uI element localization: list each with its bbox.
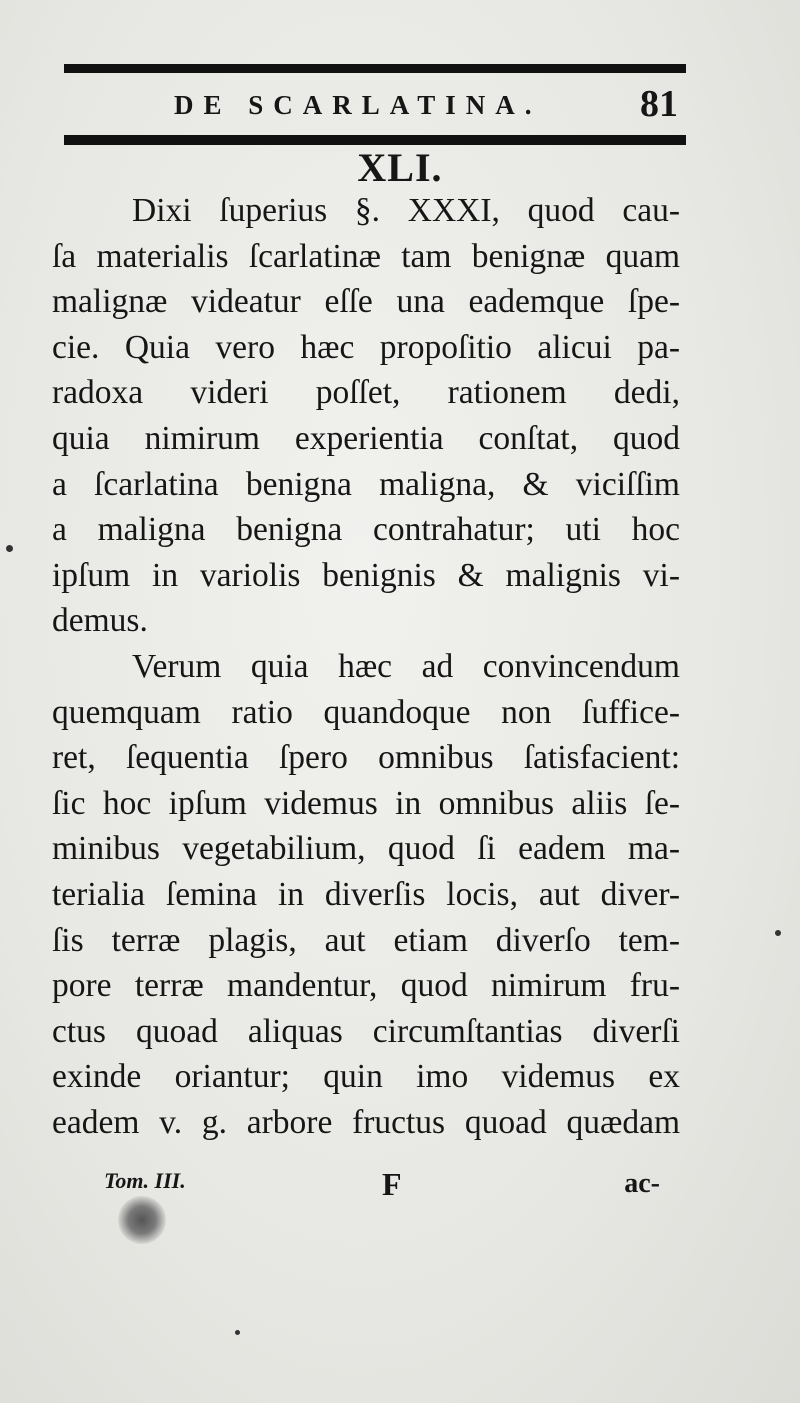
text-line: exinde oriantur; quin imo videmus ex [52,1058,680,1096]
text-line: terialia ſemina in diverſis locis, aut diver- [52,875,680,913]
body-text [52,188,680,1145]
signature-mark: F [382,1166,402,1202]
text-line: Dixi ſuperius §. XXXI, quod cau- [132,192,680,229]
text-line: ſic hoc ipſum videmus in omnibus aliis ſe- [52,784,680,822]
page-footer [64,1166,686,1206]
ink-speck [6,545,13,552]
text-line: ipſum in variolis benignis & malignis vi- [52,556,680,594]
page-header [64,82,686,130]
text-line: ſis terræ plagis, aut etiam diverſo tem- [52,921,680,959]
text-line: ctus quoad aliquas circumſtantias diverſi [52,1012,680,1050]
text-line: quemquam ratio quandoque non ſuffice- [52,693,680,731]
text-line: a maligna benigna contrahatur; uti hoc [52,511,680,549]
ink-speck [775,930,781,936]
ink-blot [118,1196,166,1244]
catchword: ac- [624,1168,660,1199]
section-heading: XLI. [357,145,443,190]
text-line: eadem v. g. arbore fructus quoad quædam [52,1103,680,1141]
text-line: Verum quia hæc ad convincendum [132,647,680,685]
text-line: ret, ſequentia ſpero omnibus ſatisfacient: [52,739,680,777]
text-line: cie. Quia vero hæc propoſitio alicui pa- [52,328,680,366]
page-number: 81 [640,83,678,125]
text-line: malignæ videatur eſſe una eademque ſpe- [52,283,680,321]
text-line: radoxa videri poſſet, rationem dedi, [52,374,680,412]
running-title: DE SCARLATINA. [174,90,542,120]
ink-speck [235,1330,240,1335]
volume-signature: Tom. III. [104,1168,186,1193]
text-line: quia nimirum experientia conſtat, quod [52,419,680,457]
header-rule-top [64,64,686,73]
text-line: demus. [52,602,148,640]
text-line: pore terræ mandentur, quod nimirum fru- [52,967,680,1005]
text-line: a ſcarlatina benigna maligna, & viciſſim [52,465,680,503]
text-line: ſa materialis ſcarlatinæ tam benignæ quam [52,237,680,275]
text-line: minibus vegetabilium, quod ſi eadem ma- [52,830,680,868]
